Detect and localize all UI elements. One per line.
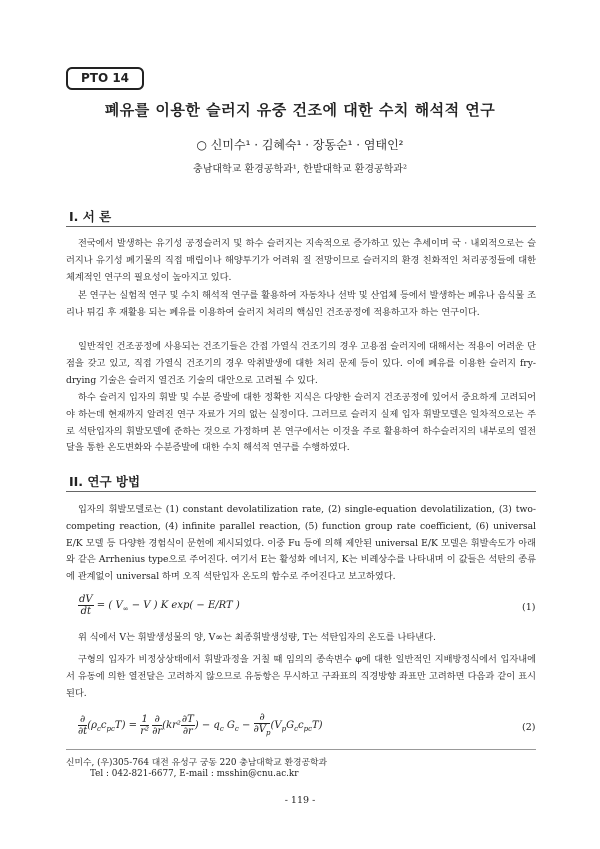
equation-1: $\frac{dV}{dt}$ = ( $V_\infty - V$ ) K exp( − E/RT ) bbox=[79, 594, 240, 617]
session-badge: PTO 14 bbox=[66, 67, 144, 90]
section-heading-methods: II. 연구 방법 bbox=[69, 474, 141, 489]
page-number: - 119 - bbox=[284, 795, 316, 806]
footnote-contact: Tel : 042-821-6677, E-mail : msshin@cnu.ac.kr bbox=[90, 769, 299, 779]
methods-paragraph: 구형의 입자가 비정상상태에서 휘발과정을 거칠 때 임의의 종속변수 φ에 대한 일반적인 지배방정식에서 입자내에서 유동에 의한 열전달은 고려하지 않으므로 유동항은 무시하고 구좌표의 직경방향 좌표만 고려하면 다음과 같이 표시된다. bbox=[66, 654, 536, 699]
methods-paragraph: 위 식에서 V는 휘발생성물의 양, V∞는 최종휘발생성량, T는 석탄입자의 온도를 나타낸다. bbox=[78, 632, 436, 643]
section-rule bbox=[66, 491, 536, 492]
equation-2-number: (2) bbox=[522, 722, 536, 733]
footnote-rule bbox=[66, 749, 536, 750]
section-rule bbox=[66, 226, 536, 227]
paper-title: 폐유를 이용한 슬러지 유중 건조에 대한 수치 해석적 연구 bbox=[104, 101, 496, 119]
intro-paragraph: 일반적인 건조공정에 사용되는 건조기들은 간접 가열식 건조기의 경우 고용점 슬러지에 대해서는 적용이 어려운 단점을 갖고 있고, 직접 가열식 건조기의 경우 악취발생에 대한 처리 문제 등이 있다. 이에 폐유를 이용한 슬러지 fry-drying 기술은 슬러지 열건조 기술의 대안으로 고려될 수 있다. bbox=[66, 341, 536, 386]
intro-paragraph: 전국에서 발생하는 유기성 공정슬러지 및 하수 슬러지는 지속적으로 증가하고 있는 추세이며 국 · 내외적으로는 슬러지나 유기성 폐기물의 직접 매립이나 해양투기가 어려워 질 전망이므로 슬러지의 환경 친화적인 처리공정들에 대한 체계적인 연구의 필요성이 높아지고 있다. bbox=[66, 238, 536, 283]
author-list: ○ 신미수¹ · 김혜숙¹ · 장동순¹ · 염태인² bbox=[196, 138, 404, 152]
affiliation: 충남대학교 환경공학과¹, 한밭대학교 환경공학과² bbox=[193, 164, 407, 175]
equation-1-number: (1) bbox=[522, 602, 536, 613]
methods-paragraph: 입자의 휘발모델로는 (1) constant devolatilization rate, (2) single-equation devolatilization, (3) two-competing reaction, (4) infinite parallel reaction, (5) function group rate coefficient, (6) universal E/K 모델 등 다양한 경험식이 문헌에 제시되었다. 이중 Fu 등에 의해 제안된 universal E/K 모델은 휘발속도가 아래와 같은 Arrhenius type으로 주어진다. 여기서 E는 활성화 에너지, K는 비례상수를 나타내며 이 값들은 석탄의 종류에 관계없이 universal 하며 오직 석탄입자 온도의 함수로 주어진다고 보고하였다. bbox=[66, 504, 536, 583]
section-heading-introduction: I. 서 론 bbox=[69, 209, 112, 224]
intro-paragraph: 본 연구는 실험적 연구 및 수치 해석적 연구를 활용하여 자동차나 선박 및 산업체 등에서 발생하는 폐유나 음식물 조리나 튀김 후 재활용 되는 폐유를 이용하여 슬러지 처리의 핵심인 건조공정에 적용하고자 하는 연구이다. bbox=[66, 290, 536, 318]
equation-2: $\frac{\partial}{\partial t}$ $(\rho_cc_{pc}T)$ = $\frac{1}{\text{r²}}$ $\frac{\partial}{\partial r}$ (kr² $\frac{\partial T}{\partial r}$ ) − $q_c$ $G_c$ − $\frac{\partial}{\partial V_p}$ $(V_pG_cc_{pc}T)$ bbox=[78, 712, 323, 737]
footnote-address: 신미수, (우)305-764 대전 유성구 궁동 220 충남대학교 환경공학과 bbox=[66, 758, 328, 768]
intro-paragraph: 하수 슬러지 입자의 휘발 및 수분 증발에 대한 정확한 지식은 다양한 슬러지 건조공정에 있어서 중요하게 고려되어야 하는데 현재까지 알려진 연구 자료가 거의 없는 실정이다. 그러므로 슬러지 실제 입자 휘발모델은 일차적으로는 주로 석탄입자의 휘발모델에 준하는 것으로 가정하며 본 연구에서는 이것을 주로 활용하여 하수슬러지의 내부로의 열전달을 통한 온도변화와 수분증발에 대한 수치 해석적 연구를 수행하였다. bbox=[66, 392, 536, 454]
